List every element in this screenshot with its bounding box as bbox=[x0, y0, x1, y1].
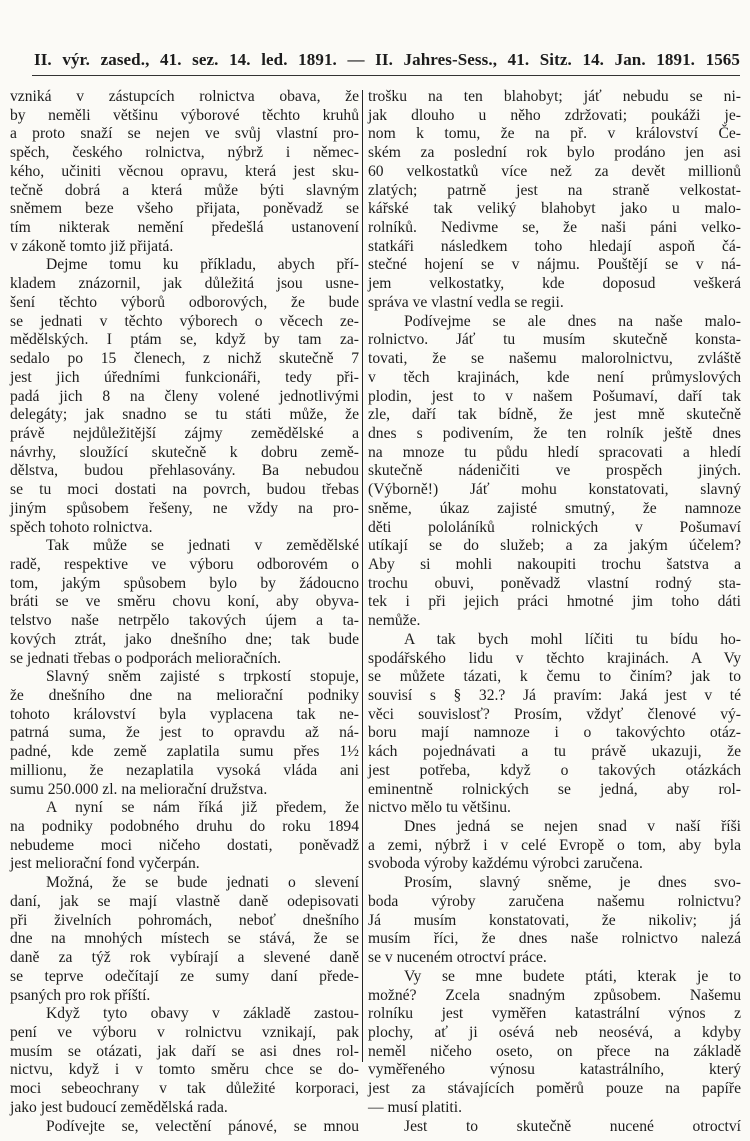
text-line: nom k tomu, že na př. v království Če- bbox=[368, 125, 741, 143]
text-line: telstvo naše netrpělo takových újem a ta- bbox=[10, 612, 359, 630]
running-header: II. výr. zased., 41. sez. 14. led. 1891. — II. Jahres-Sess., 41. Sitz. 14. Jan. 1891. 1565 bbox=[34, 50, 740, 69]
paragraph bbox=[368, 631, 741, 818]
text-line: mědělských. I ptám se, když by tam za- bbox=[10, 331, 359, 349]
text-line: bráti se ve směru chovu koní, aby obyva- bbox=[10, 593, 359, 611]
text-line: právě nejdůležitější zájmy zemědělské a bbox=[10, 424, 359, 442]
text-line: daní, jak se mají vlastně daně odepisovati bbox=[10, 892, 359, 910]
text-line: vzniká v zástupcích rolnictva obava, že bbox=[10, 88, 359, 105]
paragraph bbox=[10, 1118, 359, 1137]
paragraph bbox=[10, 1005, 359, 1117]
text-line: správa ve vlastní vedla se regii. bbox=[368, 293, 564, 311]
text-line: Dnes jedná se nejen snad v naší říši bbox=[404, 818, 741, 836]
text-line: radě, respektive ve výboru odborovém o bbox=[10, 555, 359, 573]
text-line: utíkají se do služeb; a za jakým účelem? bbox=[368, 537, 741, 555]
text-line: děti pololáníků rolnických v Pošumaví bbox=[368, 518, 741, 536]
paragraph bbox=[368, 313, 741, 631]
text-line: stečné hojení se v nájmu. Pouštějí se v ná- bbox=[368, 256, 741, 274]
text-line: skutečně nádeničiti ve prospěch jiných. bbox=[368, 462, 741, 480]
text-line: Podívejme se ale dnes na naše malo- bbox=[404, 312, 741, 330]
text-line: kových ztrát, jako dnešního dne; tak bude bbox=[10, 630, 359, 648]
paragraph bbox=[10, 537, 359, 668]
text-line: tom, jakým spůsobem bylo by žádoucno bbox=[10, 574, 359, 592]
text-line: Vy se mne budete ptáti, kterak je to bbox=[404, 967, 741, 985]
text-line: eminentně rolnických se jedná, aby rol- bbox=[368, 780, 741, 798]
text-line: boda výroby zaručena našemu rolnictvu? bbox=[368, 892, 741, 910]
text-line: by neměli většinu výborové těchto kruhů bbox=[10, 106, 359, 124]
text-line: šení těchto výborů odborových, že bude bbox=[10, 293, 359, 311]
text-line: Slavný sněm zajisté s trpkostí stopuje, bbox=[46, 668, 359, 686]
text-line: ském za poslední rok bylo prodáno jen asi bbox=[368, 144, 741, 162]
text-line: statkáři následkem toho hledají aspoň čá- bbox=[368, 237, 741, 255]
text-line: na mnoze tu půdu hledí spracovati a hledí bbox=[368, 443, 741, 461]
text-line: tečně dobrá a která může býti slavným bbox=[10, 181, 359, 199]
text-line: spěch tohoto rolnictva. bbox=[10, 518, 153, 536]
text-line: že dnešního dne na meliorační podniky bbox=[10, 687, 359, 704]
text-line: trošku na ten blahobyt; jáť nebudu se ni- bbox=[368, 88, 741, 105]
text-line: Aby si mohli nakoupiti trochu šatstva a bbox=[368, 555, 741, 573]
text-line: patrná suma, že jest to opravdu až ná- bbox=[10, 724, 359, 742]
text-line: jest meliorační fond vyčerpán. bbox=[10, 855, 200, 873]
text-line: kách pojednávati a tu právě ukazuji, že bbox=[368, 743, 741, 761]
text-line: Podívejte se, velectění pánové, se mnou bbox=[46, 1117, 359, 1135]
text-line: plochy, ať ji osévá neb neosévá, a kdyby bbox=[368, 1023, 741, 1041]
text-line: věci souvislosť? Prosím, vždyť členové vý- bbox=[368, 705, 741, 723]
text-line: nebudeme moci ničeho dostati, poněvadž bbox=[10, 836, 359, 854]
text-line: při živelních pohromách, neboť dnešního bbox=[10, 911, 359, 929]
text-line: moci sebeochrany v tak důležité korporaci, bbox=[10, 1080, 359, 1098]
text-line: nictvo mělo tu většinu. bbox=[368, 799, 511, 817]
text-line: A nyní se nám říká již předem, že bbox=[46, 799, 359, 817]
text-line: souvisí s § 32.? Já pravím: Jaká jest v té bbox=[368, 687, 741, 704]
text-line: na podniky podobného druhu do roku 1894 bbox=[10, 818, 359, 836]
text-line: jem velkostatky, kde doposud veškerá bbox=[368, 275, 741, 293]
text-line: musím říci, že dnes naše rolnictvo nalezá bbox=[368, 930, 741, 948]
text-line: spěch, českého rolnictva, nýbrž i němec- bbox=[10, 144, 359, 162]
text-line: zlatých; patrně jest na straně velkostat- bbox=[368, 181, 741, 199]
text-line: jiným spůsobem řešeny, ne vždy na pro- bbox=[10, 499, 359, 517]
text-line: kého, učiniti věcnou opravu, která jest sku- bbox=[10, 162, 359, 180]
text-line: tovati, že se našemu malorolnictvu, zvláště bbox=[368, 350, 741, 368]
text-line: tek i při jejich práci hmotné jim toho dáti bbox=[368, 593, 741, 611]
text-line: Já musím konstatovati, že nikoliv; já bbox=[368, 911, 741, 929]
text-line: zle, daří tak bídně, že jest mně skutečně bbox=[368, 406, 741, 424]
text-line: millionu, že nezaplatila vysoká vláda ani bbox=[10, 761, 359, 779]
text-line: dělstva, budou přehlasovány. Ba nebudou bbox=[10, 462, 359, 480]
text-line: návrhy, sloužící skutečně k dobru země- bbox=[10, 443, 359, 461]
text-line: dnes s podivením, že ten rolník ještě dnes bbox=[368, 424, 741, 442]
text-line: se v nuceném otroctví práce. bbox=[368, 949, 547, 967]
paragraph bbox=[368, 1118, 741, 1137]
column-divider bbox=[362, 90, 363, 1062]
text-line: psaných pro rok příští. bbox=[10, 986, 151, 1004]
paragraph bbox=[10, 799, 359, 874]
text-line: se jednati v těchto výborech o věcech ze- bbox=[10, 312, 359, 330]
text-line: jest potřeba, když o takových otázkách bbox=[368, 761, 741, 779]
paragraph bbox=[10, 874, 359, 1005]
text-line: v těch krajinách, kde není průmyslových bbox=[368, 368, 741, 386]
text-line: Možná, že se bude jednati o slevení bbox=[46, 874, 359, 892]
text-line: A tak bych mohl líčiti tu bídu ho- bbox=[404, 630, 741, 648]
text-line: Tak může se jednati v zemědělské bbox=[46, 537, 359, 555]
paragraph bbox=[368, 968, 741, 1118]
text-line: 60 velkostatků více než za devět millionů bbox=[368, 162, 741, 180]
text-line: delegáty; jak snadno se tu státi může, že bbox=[10, 406, 359, 424]
text-line: nemůže. bbox=[368, 612, 421, 630]
text-line: Prosím, slavný sněme, je dnes svo- bbox=[404, 874, 741, 892]
text-line: dne na mnohých místech se stává, že se bbox=[10, 930, 359, 948]
text-line: kářské tak veliký blahobyt jako u malo- bbox=[368, 200, 741, 218]
text-line: jako jest budoucí zemědělská rada. bbox=[10, 1098, 228, 1116]
text-line: plodin, jest to v našem Pošumaví, daří tak bbox=[368, 387, 741, 405]
left-column bbox=[10, 88, 359, 1136]
text-line: jak dlouho u něho zdržovati; poukáži je- bbox=[368, 106, 741, 124]
header-rule bbox=[32, 75, 740, 76]
text-line: musím se otázati, jak daří se asi dnes rol- bbox=[10, 1042, 359, 1060]
text-line: pení ve výboru v rolnictvu vznikají, pak bbox=[10, 1023, 359, 1041]
text-line: rolníku jest vyměřen katastrální výnos z bbox=[368, 1005, 741, 1023]
text-line: sněme, úkaz zajisté smutný, že namnoze bbox=[368, 499, 741, 517]
paragraph bbox=[10, 668, 359, 799]
text-line: nictvu, když i v tomto směru chce se do- bbox=[10, 1061, 359, 1079]
text-line: spodářského lidu v těchto krajinách. A Vy bbox=[368, 649, 741, 667]
paragraph bbox=[368, 874, 741, 968]
text-line: se jednati třebas o podporách melioračních. bbox=[10, 649, 282, 667]
text-line: jest jich úředními funkcionáři, tedy při- bbox=[10, 368, 359, 386]
paragraph bbox=[368, 818, 741, 874]
text-line: vyměřeného výnosu katastrálního, který bbox=[368, 1061, 741, 1079]
text-line: se teprve odečítají ze sumy daní přede- bbox=[10, 967, 359, 985]
text-line: daně za týž rok vybírají a slevené daně bbox=[10, 949, 359, 967]
text-line: a zemi, nýbrž i v celé Evropě o tom, aby byla bbox=[368, 836, 741, 854]
text-line: v zákoně tomto již přijatá. bbox=[10, 237, 174, 255]
text-line: se můžete tázati, k čemu to činím? jak to bbox=[368, 668, 741, 686]
text-line: padá jich 8 na členy volené jednotlivými bbox=[10, 387, 359, 405]
text-line: jest za stávajících poměrů pouze na papíře bbox=[368, 1080, 741, 1098]
text-line: možné? Zcela snadným způsobem. Našemu bbox=[368, 986, 741, 1004]
paragraph bbox=[10, 88, 359, 256]
text-line: trochu obuvi, poněvadž vlastní rodný sta- bbox=[368, 574, 741, 592]
text-line: (Výborně!) Jáť mohu konstatovati, slavný bbox=[368, 481, 741, 499]
text-line: — musí platiti. bbox=[368, 1098, 462, 1116]
text-line: Dejme tomu ku příkladu, abych pří- bbox=[46, 256, 359, 274]
text-line: boru mají namnoze i o takovýchto otáz- bbox=[368, 724, 741, 742]
text-line: tohoto království byla vyplacena tak ne- bbox=[10, 705, 359, 723]
text-line: Jest to skutečně nucené otroctví bbox=[404, 1117, 741, 1135]
paragraph bbox=[368, 88, 741, 313]
text-line: sněmem beze všeho přijata, poněvadž se bbox=[10, 200, 359, 218]
text-line: neměl ničeho oseto, on přece na základě bbox=[368, 1042, 741, 1060]
text-line: rolníků. Nedivme se, že naši páni velko- bbox=[368, 219, 741, 237]
paragraph bbox=[10, 256, 359, 537]
text-line: kladem znázornil, jak důležitá jsou usne- bbox=[10, 275, 359, 293]
text-line: rolnictvo. Jáť tu musím skutečně konsta- bbox=[368, 331, 741, 349]
text-line: sumu 250.000 zl. na meliorační družstva. bbox=[10, 780, 268, 798]
text-line: se tu moci dostati na povrch, budou třebas bbox=[10, 481, 359, 499]
right-column bbox=[368, 88, 741, 1136]
text-line: svoboda výroby každému výrobci zaručena. bbox=[368, 855, 643, 873]
text-line: tím nikterak nemění předešlá ustanovení bbox=[10, 219, 359, 237]
text-line: padné, kde země zaplatila sumu přes 1½ bbox=[10, 743, 359, 761]
text-line: Když tyto obavy v základě zastou- bbox=[46, 1005, 359, 1023]
text-line: a proto snaží se nejen ve svůj vlastní pro- bbox=[10, 125, 359, 143]
text-line: sedalo po 15 členech, z nichž skutečně 7 bbox=[10, 350, 359, 368]
